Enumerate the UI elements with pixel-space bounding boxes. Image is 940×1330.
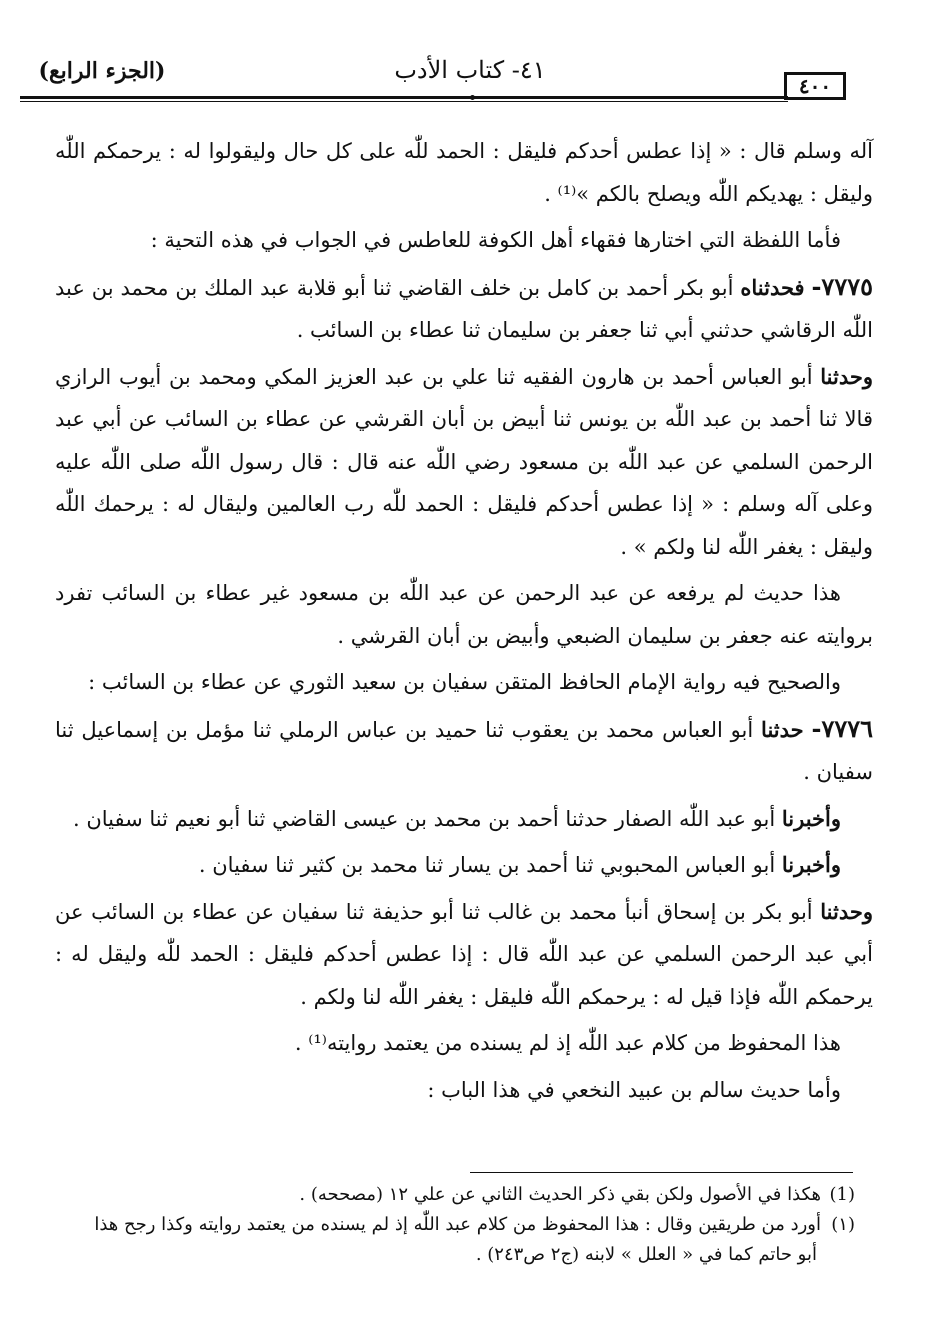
hadith-7775 xyxy=(55,266,873,352)
paragraph-text: أبو العباس محمد بن يعقوب ثنا حميد بن عباس الرملي ثنا مؤمل بن إسماعيل ثنا سفيان . xyxy=(55,717,873,784)
paragraph-2 xyxy=(55,219,873,262)
header-ornament xyxy=(470,95,475,100)
footnote-text: هكذا في الأصول ولكن بقي ذكر الحديث الثاني عن علي ١٢ (مصححه) . xyxy=(299,1184,821,1205)
paragraph-10 xyxy=(55,891,873,1019)
paragraph-text: فأما اللفظة التي اختارها فقهاء أهل الكوفة للعاطس في الجواب في هذه التحية : xyxy=(150,228,841,252)
paragraph-12 xyxy=(55,1069,873,1112)
footnote-1 xyxy=(55,1180,855,1210)
paragraph-text: هذا حديث لم يرفعه عن عبد الرحمن عن عبد اللّٰه بن مسعود غير عطاء بن السائب تفرد بروايته عنه جعفر بن سليمان الضبعي وأبيض بن أبان القرشي . xyxy=(55,581,873,648)
paragraph-1 xyxy=(55,130,873,215)
hadith-keyword: حدثنا xyxy=(761,716,804,742)
paragraph-9 xyxy=(55,844,873,887)
footnotes xyxy=(55,1180,855,1270)
chapter-title: ٤١- كتاب الأدب xyxy=(394,56,546,84)
main-text xyxy=(55,130,873,1115)
hadith-number: ٧٧٧٦- xyxy=(811,713,874,743)
paragraph-text: وأما حديث سالم بن عبيد النخعي في هذا الباب : xyxy=(427,1077,841,1102)
paragraph-text: أبو بكر أحمد بن كامل بن خلف القاضي ثنا أبو قلابة عبد الملك بن محمد بن عبد اللّٰه الرقاشي حدثني أبي ثنا جعفر بن سليمان ثنا عطاء بن السائب . xyxy=(55,275,873,342)
paragraph-11 xyxy=(55,1022,873,1065)
hadith-number: ٧٧٧٥- xyxy=(811,271,873,301)
paragraph-text: أبو العباس أحمد بن هارون الفقيه ثنا علي بن عبد العزيز المكي ومحمد بن أيوب الرازي قالا ثنا أحمد بن عبد اللّٰه بن يونس ثنا أبيض بن أبان القرشي عن عطاء بن السائب عن أبي عبد الرحمن السلمي عن عبد اللّٰه بن مسعود رضي اللّٰه عنه قال : قال رسول اللّٰه صلى اللّٰه عليه وعلى آله وسلم : « إذا عطس أحدكم فليقل : الحمد للّٰه رب العالمين وليقال له : يرحمك اللّٰه وليقل : يغفر اللّٰه لنا ولكم » . xyxy=(55,364,873,559)
chain-keyword: وحدثنا xyxy=(820,898,873,924)
page-number: ٤٠٠ xyxy=(784,72,846,100)
paragraph-text: أبو العباس المحبوبي ثنا أحمد بن يسار ثنا محمد بن كثير ثنا سفيان . xyxy=(198,853,776,877)
footnote-marker: (1) xyxy=(829,1184,855,1205)
paragraph-5 xyxy=(55,572,873,657)
paragraph-text: والصحيح فيه رواية الإمام الحافظ المتقن سفيان بن سعيد الثوري عن عطاء بن السائب : xyxy=(88,670,841,694)
paragraph-text: أبو عبد اللّٰه الصفار حدثنا أحمد بن محمد بن عيسى القاضي ثنا أبو نعيم ثنا سفيان . xyxy=(73,806,776,831)
footnote-rule xyxy=(470,1172,853,1173)
hadith-7776 xyxy=(55,708,873,794)
footnote-marker: (١) xyxy=(831,1214,855,1235)
paragraph-4 xyxy=(55,356,873,569)
chain-keyword: وأخبرنا xyxy=(781,805,841,831)
volume-label: (الجزء الرابع) xyxy=(38,58,166,84)
paragraph-text: أبو بكر بن إسحاق أنبأ محمد بن غالب ثنا أبو حذيفة ثنا سفيان عن عطاء بن السائب عن أبي عبد الرحمن السلمي عن عبد اللّٰه قال : إذا عطس أحدكم فليقل : الحمد للّٰه وليقل له : يرحمكم اللّٰه فإذا قيل له : يرحمكم اللّٰه فليقل : يغفر اللّٰه لنا ولكم . xyxy=(55,899,873,1009)
footnote-2 xyxy=(55,1210,855,1240)
paragraph-6 xyxy=(55,661,873,704)
paragraph-8 xyxy=(55,798,873,841)
paragraph-text: آله وسلم قال : « إذا عطس أحدكم فليقل : الحمد للّٰه على كل حال وليقولوا له : يرحمكم اللّٰه وليقل : يهديكم اللّٰه ويصلح بالكم »⁽¹⁾ . xyxy=(55,139,873,206)
chain-keyword: وحدثنا xyxy=(820,363,873,389)
paragraph-text: هذا المحفوظ من كلام عبد اللّٰه إذ لم يسنده من يعتمد روايته⁽¹⁾ . xyxy=(294,1031,841,1055)
hadith-keyword: فحدثناه xyxy=(740,274,805,300)
chain-keyword: وأخبرنا xyxy=(781,852,841,877)
footnote-2-continuation: أبو حاتم كما في « العلل » لابنه (ج٢ ص٢٤٣) . xyxy=(475,1244,817,1265)
footnote-text: أورد من طريقين وقال : هذا المحفوظ من كلام عبد اللّٰه إذ لم يسنده من يعتمد روايته وكذا رجح هذا xyxy=(94,1214,821,1235)
header-rule-thin xyxy=(20,101,788,102)
header-rule xyxy=(20,96,788,99)
